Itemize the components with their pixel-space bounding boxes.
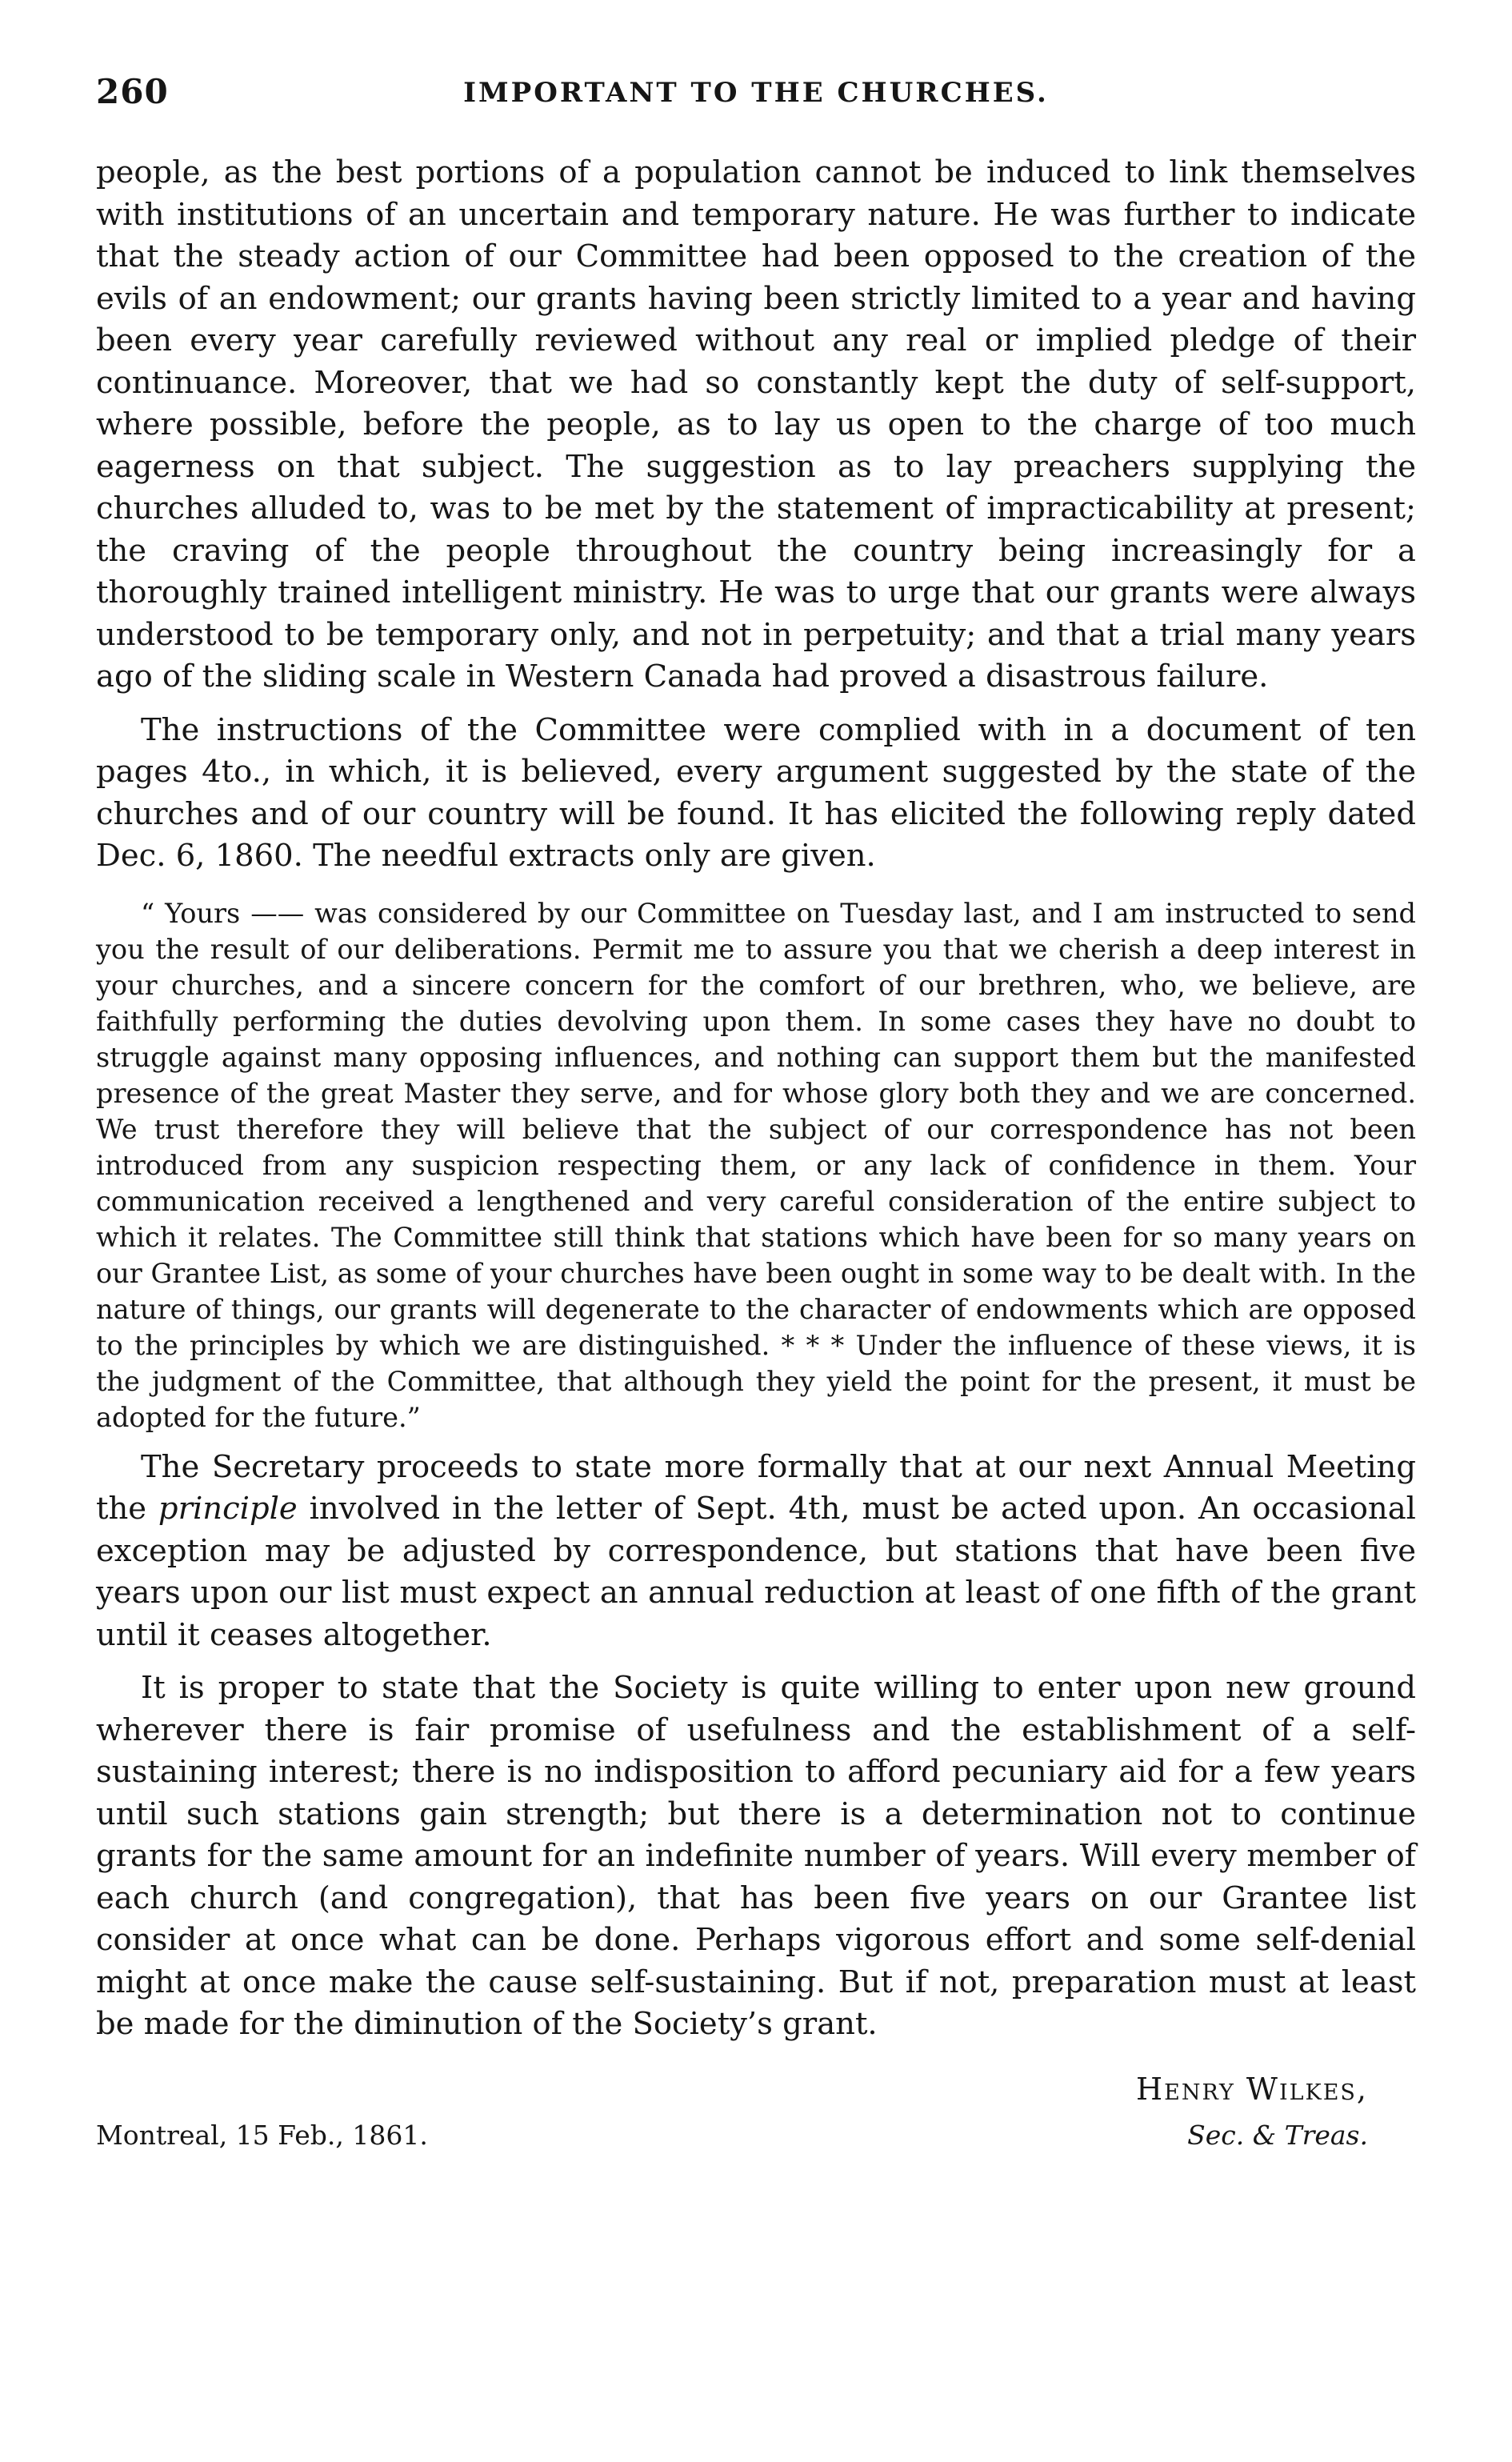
paragraph-continued: people, as the best portions of a population cannot be induced to link themselves with institutions of an uncertain and temporary nature. He was further to indicate that the steady action of our Committee had been opposed to the creation of the evils of an endowment; our grants having been strictly limited to a year and having been every year carefully reviewed without any real or implied pledge of their continuance. Moreover, that we had so constantly kept the duty of self-support, where possible, before the people, as to lay us open to the charge of too much eagerness on that subject. The suggestion as to lay preachers supplying the churches alluded to, was to be met by the statement of impracticability at present; the craving of the people throughout the country being increasingly for a thoroughly trained intelligent ministry. He was to urge that our grants were always understood to be temporary only, and not in perpetuity; and that a trial many years ago of the sliding scale in Western Canada had proved a disastrous failure. (96, 154, 1416, 695)
paragraph-instructions: The instructions of the Committee were complied with in a document of ten pages 4to., in which, it is believed, every argument suggested by the state of the churches and of our country will be found. It has elicited the following reply dated Dec. 6, 1860. The needful extracts only are given. (96, 711, 1416, 874)
place-and-date: Montreal, 15 Feb., 1861. (96, 2119, 428, 2151)
quoted-letter: “ Yours —— was considered by our Committee on Tuesday last, and I am instructed to send you the result of our deliberations. Permit me to assure you that we cherish a deep interest in your churches, and a sincere concern for the comfort of our brethren, who, we believe, are faithfully performing the duties devolving upon them. In some cases they have no doubt to struggle against many opposing influences, and nothing can support them but the manifested presence of the great Master they serve, and for whose glory both they and we are concerned. We trust therefore they will believe that the subject of our correspondence has not been introduced from any suspicion respecting them, or any lack of confidence in them. Your communication received a lengthened and very careful consideration of the entire subject to which it relates. The Committee still think that stations which have been for so many years on our Grantee List, as some of your churches have been ought in some way to be dealt with. In the nature of things, our grants will degenerate to the character of endowments which are opposed to the principles by which we are distinguished. * * * Under the influence of these views, it is the judgment of the Committee, that although they yield the point for the present, it must be adopted for the future.” (96, 897, 1416, 1433)
paragraph-secretary (96, 1447, 1416, 1657)
signatory-name: Henry Wilkes, (1136, 2071, 1368, 2107)
signatory-title: Sec. & Treas. (1187, 2119, 1368, 2151)
emphasis-principle: principle (158, 1491, 298, 1527)
paragraph-secretary-text-a: The Secretary proceeds to state more formally that at our next Annual Meeting the (96, 1448, 1416, 1527)
signature-block (96, 2056, 1416, 2168)
paragraph-society: It is proper to state that the Society is quite willing to enter upon new ground wherever there is fair promise of usefulness and the establishment of a self-sustaining interest; there is no indisposition to afford pecuniary aid for a few years until such stations gain strength; but there is a determination not to continue grants for the same amount for an indefinite number of years. Will every member of each church (and congregation), that has been five years on our Grantee list consider at once what can be done. Perhaps vigorous effort and some self-denial might at once make the cause self-sustaining. But if not, preparation must at least be made for the diminution of the Society’s grant. (96, 1670, 1416, 2042)
page-header (96, 64, 1416, 128)
paragraph-secretary-text-b: involved in the letter of Sept. 4th, must be acted upon. An occasional exception may be adjusted by correspondence, but stations that have been five years upon our list must expect an annual reduction at least of one fifth of the grant until it ceases altogether. (96, 1491, 1416, 1653)
page-number: 260 (96, 72, 169, 111)
document-page (96, 64, 1416, 2168)
running-head: IMPORTANT TO THE CHURCHES. (463, 77, 1049, 109)
